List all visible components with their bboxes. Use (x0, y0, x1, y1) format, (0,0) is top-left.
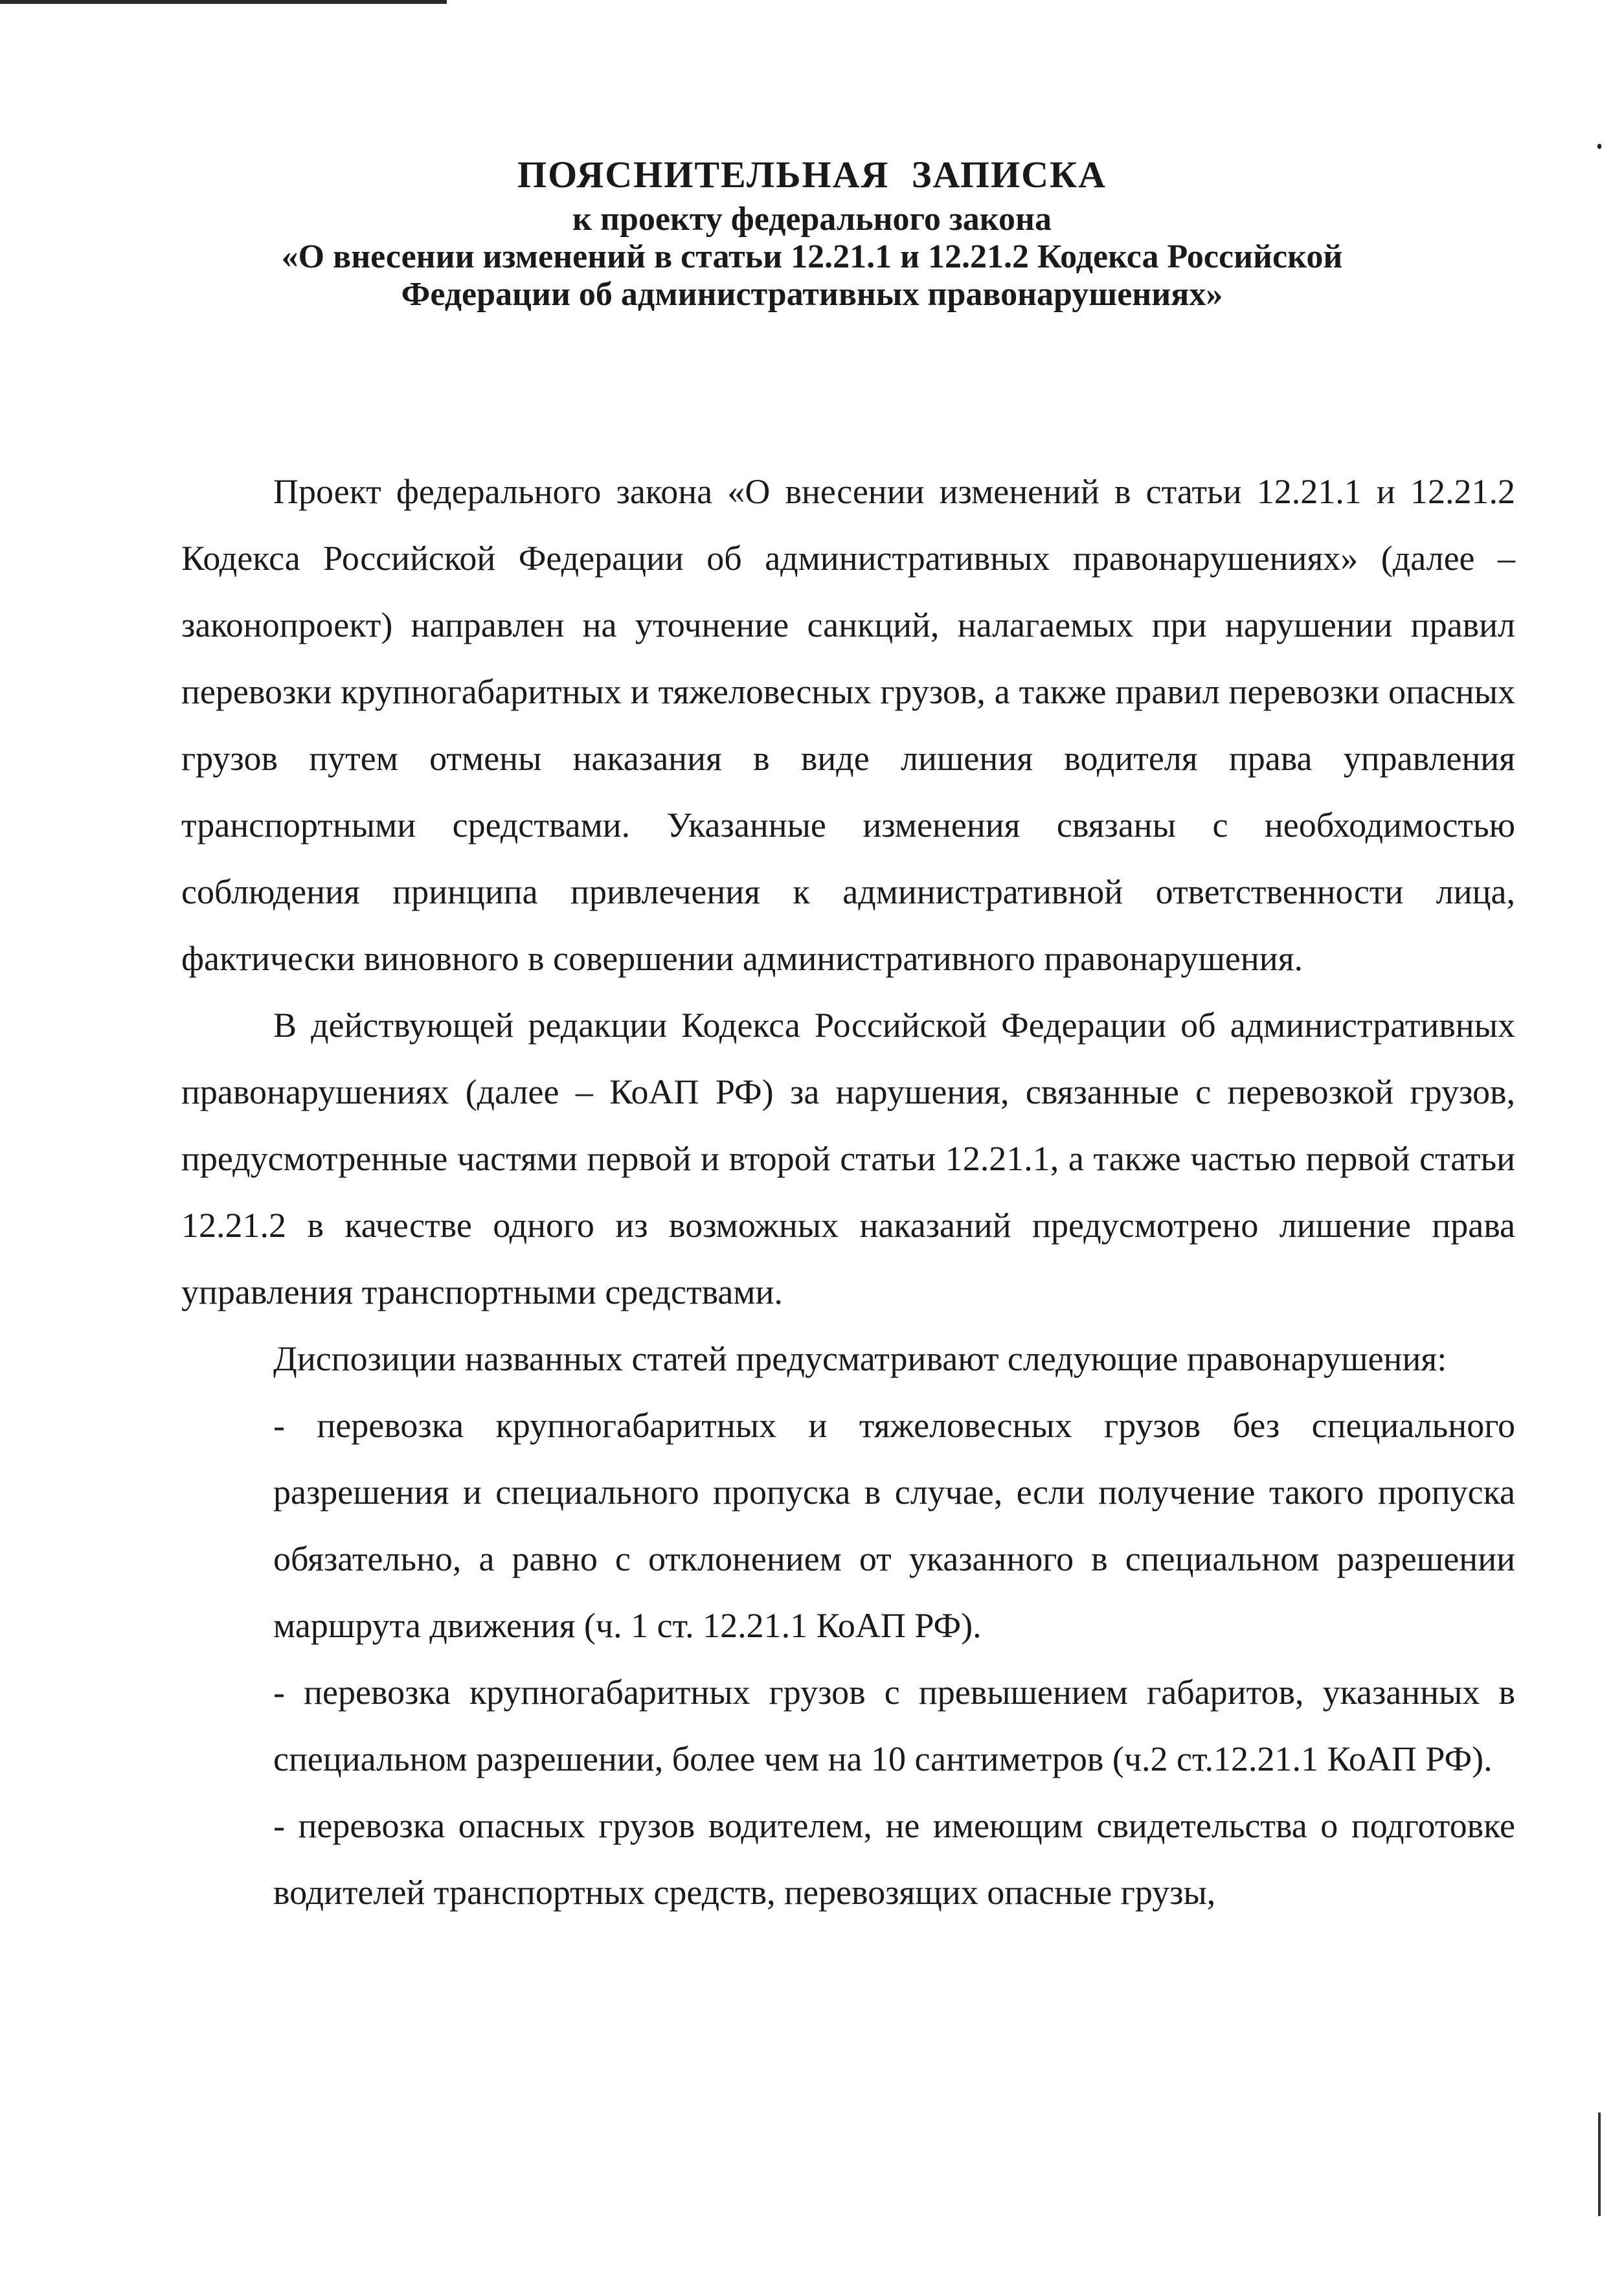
law-title-line-1: «О внесении изменений в статьи 12.21.1 и 12.21.2 Кодекса Российской (281, 238, 1343, 275)
paragraph: Проект федерального закона «О внесении изменений в статьи 12.21.1 и 12.21.2 Кодекса Российской Федерации об административных правонарушениях» (далее – законопроект) направлен на уточнение санкций, налагаемых при нарушении правил перевозки крупногабаритных и тяжеловесных грузов, а также правил перевозки опасных грузов путем отмены наказания в виде лишения водителя права управления транспортными средствами. Указанные изменения связаны с необходимостью соблюдения принципа привлечения к административной ответственности лица, фактически виновного в совершении административного правонарушения. (181, 472, 1515, 978)
document-heading (0, 149, 1624, 313)
document-title: ПОЯСНИТЕЛЬНАЯ ЗАПИСКА (517, 153, 1107, 196)
paragraph: В действующей редакции Кодекса Российской Федерации об административных правонарушениях (далее – КоАП РФ) за нарушения, связанные с перевозкой грузов, предусмотренные частями первой и второй статьи 12.21.1, а также частью первой статьи 12.21.2 в качестве одного из возможных наказаний предусмотрено лишение права управления транспортными средствами. (181, 1006, 1515, 1311)
list-item: - перевозка крупногабаритных грузов с превышением габаритов, указанных в специальном разрешении, более чем на 10 сантиметров (ч.2 ст.12.21.1 КоАП РФ). (273, 1673, 1515, 1778)
document-body (181, 459, 1515, 1926)
scan-artifact-right-mark (1598, 2113, 1601, 2216)
document-subtitle: к проекту федерального закона (572, 201, 1052, 238)
scan-artifact-top-line (0, 0, 447, 4)
law-title-line-2: Федерации об административных правонарушениях» (401, 276, 1223, 313)
paragraph: Диспозиции названных статей предусматривают следующие правонарушения: (273, 1339, 1447, 1378)
list-item: - перевозка крупногабаритных и тяжеловесных грузов без специального разрешения и специального пропуска в случае, если получение такого пропуска обязательно, а равно с отклонением от указанного в специальном разрешении маршрута движения (ч. 1 ст. 12.21.1 КоАП РФ). (273, 1406, 1515, 1645)
list-item: - перевозка опасных грузов водителем, не имеющим свидетельства о подготовке водителей транспортных средств, перевозящих опасные грузы, (273, 1806, 1515, 1912)
scan-artifact-dot (1597, 144, 1601, 149)
